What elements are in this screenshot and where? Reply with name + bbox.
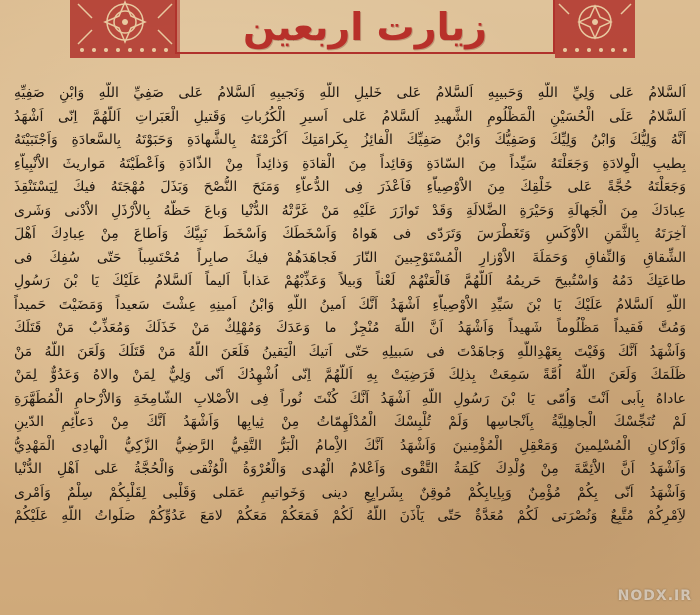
text-line: اَلسَّلامُ عَلَى الْحُسَيْنِ الْمَظْلُومِ الشَّهيدِ اَلسَّلامُ عَلى اَسيرِ الْكُرُباتِ وَقَتيلِ الْعَبَراتِ اَللّهُمَّ اِنّى اَشْهَدُ xyxy=(14,108,686,125)
text-line: اَنَّهُ وَلِيُّكَ وَابْنُ وَلِيِّكَ وَصَفِيُّكَ وَابْنُ صَفِيِّكَ الْفائِزُ بِكَرامَتِكَ اَكْرَمْتَهُ بِالشَّهادَةِ وَحَبَوْتَهُ بِالسَّعادَةِ وَاَجْتَبَيْتَهُ xyxy=(14,132,686,148)
text-line: وَجَعَلْتَهُ حُجَّةً عَلى خَلْقِكَ مِنَ الاَْوْصِياَّءِ فَاَعْذَرَ فِى الدُّعاَّءِ وَمَنَحَ النُّصْحَ وَبَذَلَ مُهْجَتَهُ فيكَ لِيَسْتَنْقِذَ xyxy=(14,179,686,195)
header-banner xyxy=(0,0,700,62)
site-watermark: NODX.IR xyxy=(617,588,692,604)
text-line: لَمْ تُنَجِّسْكَ الْجاهِلِيَّةُ بِاَنْجاسِها وَلَمْ تُلْبِسْكَ الْمُدْلَهِمّاتُ مِنْ ثِيابِها وَاَشْهَدُ اَنَّكَ مِنْ دَعاَّئِمِ الدّينِ xyxy=(14,414,686,430)
text-line: اللّهِ اَلسَّلامُ عَلَيْكَ يَا بْنَ سَيِّدِ الاَْوْصِياَّءِ اَشْهَدُ اَنَّكَ اَمينُ اللّهِ وَابْنُ اَمينِهِ عِشْتَ سَعيداً وَمَضَيْتَ حَميداً xyxy=(14,296,686,313)
text-line: طاعَتِكَ دَمُهُ وَاسْتُبيحَ حَريمُهُ اَللّهُمَّ فَالْعَنْهُمْ لَعْناً وَبيلاً وَعَذِّبْهُمْ عَذاباً اَليماً اَلسَّلامُ عَلَيْكَ يَا بْنَ رَسُولِ xyxy=(14,273,686,289)
text-line: وَاَشْهَدُ اَنّى بِكُمْ مُؤْمِنٌ وَبِاِيابِكُمْ مُوقِنٌ بِشَرايِعِ دينى وَخَواتيمِ عَمَلى وَقَلْبى لِقَلْبِكُمْ سِلْمٌ وَاَمْرى xyxy=(14,484,686,501)
prayer-text xyxy=(14,82,686,599)
text-line xyxy=(14,552,686,575)
text-line xyxy=(14,576,686,599)
text-line: ظَلَمَكَ وَلَعَنَ اللّهُ اُمَّةً سَمِعَتْ بِذلِكَ فَرَضِيَتْ بِهِ اَللّهُمَّ اِنّى اُشْهِدُكَ اَنّى وَلِيٌّ لِمَنْ والاهُ وَعَدُوٌّ لِمَنْ xyxy=(14,367,686,383)
text-line: وَاَشْهَدُ اَنَّ الاَْئِمَّةَ مِنْ وُلْدِكَ كَلِمَةُ التَّقْوى وَاَعْلامُ الْهُدى وَالْعُرْوَةُ الْوُثْقى وَالْحُجَّةُ عَلى اَهْلِ الدُّنْيا xyxy=(14,461,686,477)
text-line: اَلسَّلامُ عَلى وَلِيِّ اللّهِ وَحَبيبِهِ اَلسَّلامُ عَلى خَليلِ اللّهِ وَنَجيبِهِ اَلسَّلامُ عَلى صَفِيِّ اللّهِ وَابْنِ صَفِيِّهِ xyxy=(14,85,686,101)
text-line: آخِرَتَهُ بِالثَّمَنِ الاَْوْكَسِ وَتَغَطْرَسَ وَتَرَدّى فى هَواهُ وَاَسْخَطَكَ وَاَسْخَطَ نَبِيَّكَ وَاَطاعَ مِنْ عِبادِكَ اَهْلَ xyxy=(14,226,686,242)
text-line: عِبادَكَ مِنَ الْجَهالَةِ وَحَيْرَةِ الضَّلالَةِ وَقَدْ تَوازَرَ عَلَيْهِ مَنْ غَرَّتْهُ الدُّنْيا وَباعَ حَظَّهُ بِالاَْرْذَلِ الاَْدْنى وَشَرى xyxy=(14,202,686,219)
page-title: زیارت اربعین xyxy=(242,5,488,49)
text-line: وَاَرْكانِ الْمُسْلِمينَ وَمَعْقِلِ الْمُؤْمِنينَ وَاَشْهَدُ اَنَّكَ الاِْمامُ الْبَرُّ التَّقِيُّ الرَّضِيُّ الزَّكِيُّ الْهادِى الْمَهْدِيُّ xyxy=(14,437,686,454)
text-line: بِطيبِ الْوِلادَةِ وَجَعَلْتَهُ سَيِّداً مِنَ السّادَةِ وَقائِداً مِنَ الْقادَةِ وَذائِداً مِنْ الذّادَةِ وَاَعْطَيْتَهُ مَواريثَ الاَْنْبِياَّءِ xyxy=(14,155,686,172)
right-ornament-icon xyxy=(555,0,635,58)
text-line: وَاَشْهَدُ اَنَّكَ وَفَيْتَ بِعَهْدِاللّهِ وَجاهَدْتَ فى سَبيلِهِ حَتّى اَتيكَ الْيَقينُ فَلَعَنَ اللّهُ مَنْ قَتَلَكَ وَلَعَنَ اللّهُ مَنْ xyxy=(14,343,686,360)
text-line xyxy=(14,529,686,552)
text-line: عاداهُ بِاَبى اَنْتَ وَاُمّى يَا بْنَ رَسُولِ اللّهِ اَشْهَدُ اَنَّكَ كُنْتَ نُوراً فِى الاَْصْلابِ الشّامِخَةِ وَالاَْرْحامِ الْمُطَهَّرَةِ xyxy=(14,390,686,407)
text-line: الشِّقاقِ وَالنِّفاقِ وَحَمَلَةَ الاَْوْزارِ الْمُسْتَوْجِبينَ النّارَ فَجاهَدَهُمْ فيكَ صابِراً مُحْتَسِباً حَتّى سُفِكَ فى xyxy=(14,249,686,266)
text-line: وَمُتَّ فَقيداً مَظْلُوماً شَهيداً وَاَشْهَدُ اَنَّ اللّهَ مُنْجِزٌ ما وَعَدَكَ وَمُهْلِكٌ مَنْ خَذَلَكَ وَمُعَذِّبٌ مَنْ قَتَلَكَ xyxy=(14,320,686,336)
left-ornament-icon xyxy=(70,0,180,58)
text-line: لاَِمْرِكُمْ مُتَّبِعٌ وَنُصْرَتى لَكُمْ مُعَدَّةٌ حَتّى يَاْذَنَ اللّهُ لَكُمْ فَمَعَكُمْ مَعَكُمْ لامَعَ عَدُوِّكُمْ صَلَواتُ اللّهِ عَلَيْكُمْ xyxy=(14,508,686,524)
